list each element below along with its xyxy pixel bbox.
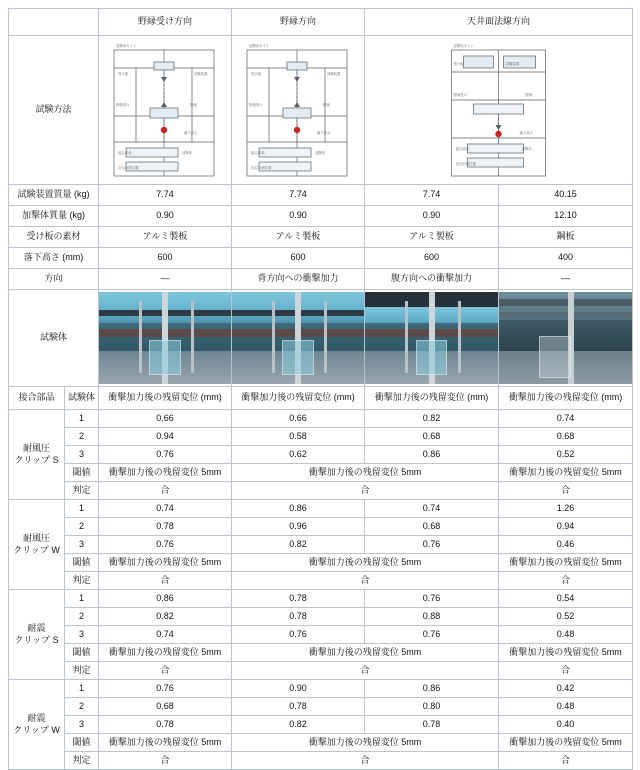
result-value: 0.78 — [232, 608, 365, 626]
plate-material-4: 鋼板 — [499, 227, 633, 248]
judge-label: 判定 — [65, 752, 99, 770]
diagram-cell-2 — [232, 36, 365, 185]
svg-text:変位計測位置: 変位計測位置 — [251, 166, 272, 170]
specimen-photo-3 — [365, 292, 498, 384]
header-corner — [9, 9, 99, 36]
table-row — [9, 698, 633, 716]
criteria-value: 衝撃加力後の残留変位 5mm — [99, 464, 232, 482]
impactor-mass-2: 0.90 — [232, 206, 365, 227]
result-value: 0.82 — [232, 716, 365, 734]
direction-1: — — [99, 269, 232, 290]
criteria-row — [9, 554, 633, 572]
results-header-measure-4: 衝撃加力後の残留変位 (mm) — [499, 387, 633, 410]
judge-row — [9, 572, 633, 590]
svg-text:野縁受け: 野縁受け — [249, 103, 263, 107]
result-value: 0.68 — [99, 698, 232, 716]
specimen-no: 3 — [65, 446, 99, 464]
svg-text:加撃用ガイド: 加撃用ガイド — [116, 44, 137, 48]
svg-text:野縁: 野縁 — [190, 103, 197, 107]
result-value: 0.76 — [99, 446, 232, 464]
result-value: 0.68 — [365, 518, 499, 536]
specimen-no: 3 — [65, 536, 99, 554]
criteria-row — [9, 734, 633, 752]
svg-text:加撃用ガイド: 加撃用ガイド — [453, 44, 474, 48]
svg-text:加撃用ガイド: 加撃用ガイド — [249, 44, 270, 48]
plate-material-label: 受け板の素材 — [9, 227, 99, 248]
result-value: 0.66 — [99, 410, 232, 428]
svg-text:野縁: 野縁 — [525, 93, 533, 97]
result-value: 0.88 — [365, 608, 499, 626]
table-row — [9, 410, 633, 428]
result-value: 0.52 — [499, 446, 633, 464]
specimen-photo-cell-3 — [365, 290, 499, 387]
group-name-1 — [9, 410, 65, 500]
judge-value: 合 — [99, 662, 232, 680]
specimen-no: 1 — [65, 410, 99, 428]
diagram-cell-3 — [365, 36, 633, 185]
specimen-photo-4 — [499, 292, 632, 384]
result-value: 0.76 — [99, 680, 232, 698]
diagram-cell-1 — [99, 36, 232, 185]
table-row — [9, 446, 633, 464]
test-method-diagram-3 — [365, 38, 632, 182]
result-value: 0.58 — [232, 428, 365, 446]
direction-3: 腹方向への衝撃加力 — [365, 269, 499, 290]
result-value: 0.86 — [365, 680, 499, 698]
svg-text:野縁: 野縁 — [323, 103, 330, 107]
svg-text:落下高さ: 落下高さ — [184, 131, 198, 135]
judge-value: 合 — [232, 482, 499, 500]
table-row — [9, 626, 633, 644]
drop-height-3: 600 — [365, 248, 499, 269]
svg-text:受け板: 受け板 — [453, 62, 464, 66]
judge-value: 合 — [232, 752, 499, 770]
svg-text:加撃体: 加撃体 — [521, 147, 532, 151]
direction-row — [9, 269, 633, 290]
specimen-row — [9, 290, 633, 387]
drop-height-2: 600 — [232, 248, 365, 269]
impactor-mass-1: 0.90 — [99, 206, 232, 227]
judge-value: 合 — [99, 752, 232, 770]
result-value: 0.80 — [365, 698, 499, 716]
judge-label: 判定 — [65, 482, 99, 500]
result-value: 0.76 — [365, 590, 499, 608]
table-header-row — [9, 9, 633, 36]
specimen-no: 1 — [65, 680, 99, 698]
svg-text:受け板: 受け板 — [118, 72, 129, 76]
plate-material-2: アルミ製板 — [232, 227, 365, 248]
device-mass-label: 試験装置質量 (kg) — [9, 185, 99, 206]
result-value: 1.26 — [499, 500, 633, 518]
specimen-no: 2 — [65, 518, 99, 536]
plate-material-3: アルミ製板 — [365, 227, 499, 248]
result-value: 0.82 — [99, 608, 232, 626]
criteria-label: 閾値 — [65, 554, 99, 572]
group-name-4-line1: 耐震 — [27, 713, 46, 724]
result-value: 0.90 — [232, 680, 365, 698]
drop-height-4: 400 — [499, 248, 633, 269]
judge-row — [9, 482, 633, 500]
results-header-row — [9, 387, 633, 410]
specimen-photo-1 — [99, 292, 231, 384]
specimen-photo-cell-4 — [499, 290, 633, 387]
result-value: 0.76 — [365, 536, 499, 554]
result-value: 0.86 — [232, 500, 365, 518]
specimen-no: 2 — [65, 608, 99, 626]
results-header-part: 接合部品 — [9, 387, 65, 410]
table-row — [9, 608, 633, 626]
result-value: 0.86 — [365, 446, 499, 464]
svg-text:試験装置: 試験装置 — [327, 72, 341, 76]
header-col-2: 野縁方向 — [232, 9, 365, 36]
criteria-value: 衝撃加力後の残留変位 5mm — [232, 734, 499, 752]
direction-label: 方向 — [9, 269, 99, 290]
judge-value: 合 — [499, 572, 633, 590]
direction-2: 背方向への衝撃加力 — [232, 269, 365, 290]
criteria-row — [9, 464, 633, 482]
criteria-value: 衝撃加力後の残留変位 5mm — [499, 734, 633, 752]
group-name-4 — [9, 680, 65, 770]
result-value: 0.82 — [232, 536, 365, 554]
group-name-3-line2: クリップ S — [14, 634, 59, 645]
table-row — [9, 680, 633, 698]
specimen-no: 2 — [65, 698, 99, 716]
criteria-value: 衝撃加力後の残留変位 5mm — [99, 644, 232, 662]
criteria-value: 衝撃加力後の残留変位 5mm — [499, 644, 633, 662]
result-value: 0.94 — [499, 518, 633, 536]
group-name-1-line2: クリップ S — [14, 454, 59, 465]
svg-text:変位計測位置: 変位計測位置 — [118, 166, 139, 170]
table-row — [9, 590, 633, 608]
result-value: 0.78 — [232, 698, 365, 716]
results-header-specimen: 試験体 — [65, 387, 99, 410]
criteria-value: 衝撃加力後の残留変位 5mm — [499, 554, 633, 572]
impactor-mass-row — [9, 206, 633, 227]
specimen-no: 2 — [65, 428, 99, 446]
criteria-row — [9, 644, 633, 662]
device-mass-1: 7.74 — [99, 185, 232, 206]
result-value: 0.74 — [499, 410, 633, 428]
table-row — [9, 536, 633, 554]
group-name-3-line1: 耐震 — [27, 623, 46, 634]
table-row — [9, 500, 633, 518]
result-value: 0.40 — [499, 716, 633, 734]
group-name-2-line2: クリップ W — [13, 544, 60, 555]
table-row — [9, 716, 633, 734]
result-value: 0.68 — [499, 428, 633, 446]
header-col-3: 天井面法線方向 — [365, 9, 633, 36]
drop-height-1: 600 — [99, 248, 232, 269]
direction-4: — — [499, 269, 633, 290]
svg-text:受け板: 受け板 — [251, 72, 262, 76]
test-method-diagram-1 — [99, 38, 231, 182]
header-col-1: 野縁受け方向 — [99, 9, 232, 36]
svg-text:落下高さ: 落下高さ — [519, 131, 534, 135]
judge-value: 合 — [99, 572, 232, 590]
specimen-photo-cell-2 — [232, 290, 365, 387]
group-name-2 — [9, 500, 65, 590]
test-method-row — [9, 36, 633, 185]
results-header-measure-3: 衝撃加力後の残留変位 (mm) — [365, 387, 499, 410]
table-row — [9, 428, 633, 446]
result-value: 0.78 — [99, 716, 232, 734]
result-value: 0.74 — [365, 500, 499, 518]
result-value: 0.78 — [232, 590, 365, 608]
table-row — [9, 518, 633, 536]
group-name-4-line2: クリップ W — [13, 724, 60, 735]
criteria-label: 閾値 — [65, 464, 99, 482]
results-header-measure-2: 衝撃加力後の残留変位 (mm) — [232, 387, 365, 410]
device-mass-3: 7.74 — [365, 185, 499, 206]
svg-text:接合部品: 接合部品 — [118, 151, 132, 155]
criteria-value: 衝撃加力後の残留変位 5mm — [499, 464, 633, 482]
group-name-2-line1: 耐風圧 — [22, 533, 50, 544]
svg-text:野縁受け: 野縁受け — [453, 93, 468, 97]
judge-value: 合 — [232, 662, 499, 680]
result-value: 0.94 — [99, 428, 232, 446]
judge-label: 判定 — [65, 572, 99, 590]
criteria-value: 衝撃加力後の残留変位 5mm — [99, 554, 232, 572]
result-value: 0.76 — [99, 536, 232, 554]
svg-text:試験装置: 試験装置 — [194, 72, 208, 76]
criteria-value: 衝撃加力後の残留変位 5mm — [232, 464, 499, 482]
result-value: 0.96 — [232, 518, 365, 536]
judge-label: 判定 — [65, 662, 99, 680]
result-value: 0.68 — [365, 428, 499, 446]
result-value: 0.48 — [499, 626, 633, 644]
impactor-mass-label: 加撃体質量 (kg) — [9, 206, 99, 227]
judge-value: 合 — [499, 752, 633, 770]
result-value: 0.48 — [499, 698, 633, 716]
result-value: 0.82 — [365, 410, 499, 428]
impactor-mass-4: 12.10 — [499, 206, 633, 227]
criteria-value: 衝撃加力後の残留変位 5mm — [232, 644, 499, 662]
plate-material-1: アルミ製板 — [99, 227, 232, 248]
judge-value: 合 — [99, 482, 232, 500]
judge-value: 合 — [499, 662, 633, 680]
specimen-photo-2 — [232, 292, 364, 384]
judge-row — [9, 662, 633, 680]
svg-text:野縁受け: 野縁受け — [116, 103, 130, 107]
test-method-label: 試験方法 — [9, 36, 99, 185]
device-mass-2: 7.74 — [232, 185, 365, 206]
test-result-table — [8, 8, 633, 770]
judge-value: 合 — [232, 572, 499, 590]
drop-height-row — [9, 248, 633, 269]
result-value: 0.54 — [499, 590, 633, 608]
svg-text:落下高さ: 落下高さ — [317, 131, 331, 135]
result-value: 0.42 — [499, 680, 633, 698]
criteria-value: 衝撃加力後の残留変位 5mm — [99, 734, 232, 752]
criteria-label: 閾値 — [65, 644, 99, 662]
criteria-label: 閾値 — [65, 734, 99, 752]
result-value: 0.76 — [232, 626, 365, 644]
result-value: 0.76 — [365, 626, 499, 644]
group-name-3 — [9, 590, 65, 680]
svg-text:接合部品: 接合部品 — [251, 151, 265, 155]
test-method-diagram-2 — [232, 38, 364, 182]
result-value: 0.66 — [232, 410, 365, 428]
result-value: 0.78 — [365, 716, 499, 734]
result-value: 0.78 — [99, 518, 232, 536]
specimen-no: 3 — [65, 626, 99, 644]
group-name-1-line1: 耐風圧 — [22, 443, 50, 454]
judge-row — [9, 752, 633, 770]
judge-value: 合 — [499, 482, 633, 500]
plate-material-row — [9, 227, 633, 248]
svg-text:試験装置: 試験装置 — [505, 62, 520, 66]
specimen-photo-cell-1 — [99, 290, 232, 387]
specimen-no: 1 — [65, 500, 99, 518]
result-value: 0.74 — [99, 626, 232, 644]
svg-text:接合部品: 接合部品 — [455, 147, 470, 151]
result-value: 0.46 — [499, 536, 633, 554]
drop-height-label: 落下高さ (mm) — [9, 248, 99, 269]
result-value: 0.62 — [232, 446, 365, 464]
impactor-mass-3: 0.90 — [365, 206, 499, 227]
specimen-no: 3 — [65, 716, 99, 734]
svg-text:変位計測位置: 変位計測位置 — [455, 162, 476, 166]
specimen-label: 試験体 — [9, 290, 99, 387]
device-mass-4: 40.15 — [499, 185, 633, 206]
result-value: 0.74 — [99, 500, 232, 518]
results-header-measure-1: 衝撃加力後の残留変位 (mm) — [99, 387, 232, 410]
criteria-value: 衝撃加力後の残留変位 5mm — [232, 554, 499, 572]
svg-text:加撃体: 加撃体 — [182, 151, 193, 155]
result-value: 0.52 — [499, 608, 633, 626]
result-value: 0.86 — [99, 590, 232, 608]
specimen-no: 1 — [65, 590, 99, 608]
svg-text:加撃体: 加撃体 — [315, 151, 326, 155]
device-mass-row — [9, 185, 633, 206]
